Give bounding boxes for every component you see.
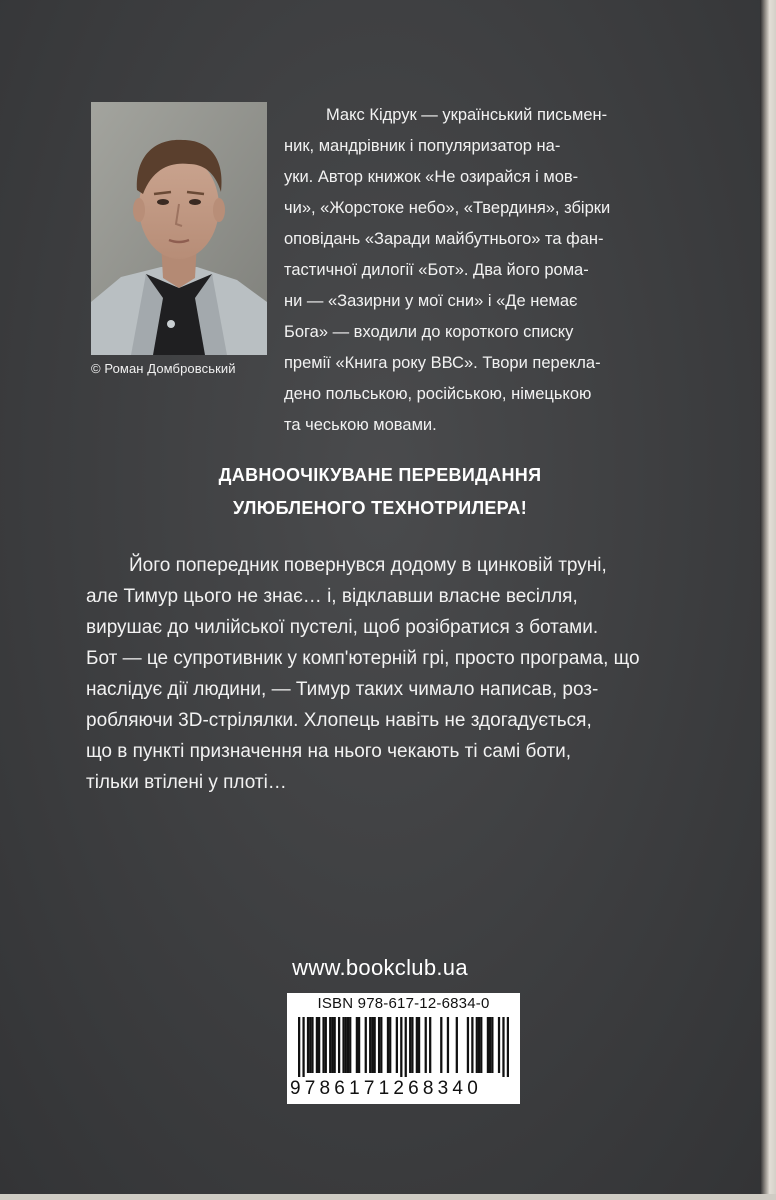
barcode-bar (365, 1017, 367, 1073)
barcode-bar (307, 1017, 309, 1073)
barcode-bar (409, 1017, 411, 1073)
barcode-bar (345, 1017, 347, 1073)
bio-line: премії «Книга року ВВС». Твори перекла- (284, 354, 601, 372)
barcode-bar (478, 1017, 480, 1073)
isbn-barcode (287, 993, 520, 1104)
barcode-bar (416, 1017, 418, 1073)
barcode-bar (374, 1017, 376, 1073)
blurb-line: наслідує дії людини, — Тимур таких чимало написав, роз- (86, 679, 599, 700)
blurb-line: робляючи 3D-стрілялки. Хлопець навіть не здогадується, (86, 710, 592, 731)
barcode-bar (329, 1017, 331, 1073)
barcode-bar (387, 1017, 389, 1073)
blurb-line: Його попередник повернувся додому в цинковій труні, (129, 555, 607, 576)
barcode-bar (502, 1017, 504, 1077)
barcode-bar (316, 1017, 318, 1073)
barcode-digits: 9786171268340 (290, 1078, 482, 1099)
barcode-bar (425, 1017, 427, 1073)
barcode-bar (480, 1017, 482, 1073)
barcode-bar (378, 1017, 380, 1073)
barcode-bar (400, 1017, 402, 1077)
barcode-bar (334, 1017, 336, 1073)
barcode-bar (389, 1017, 391, 1073)
bio-line: оповідань «Заради майбутнього» та фан- (284, 230, 604, 248)
barcode-bar (369, 1017, 371, 1073)
barcode-bar (411, 1017, 413, 1073)
bio-line: тастичної дилогії «Бот». Два його рома- (284, 261, 589, 279)
bio-line: дено польською, російською, німецькою (284, 385, 592, 403)
blurb-line: вирушає до чилійської пустелі, щоб розібратися з ботами. (86, 617, 599, 638)
website-url: www.bookclub.ua (292, 955, 468, 980)
barcode-bar (302, 1017, 304, 1077)
barcode-bar (380, 1017, 382, 1073)
barcode-bar (396, 1017, 398, 1073)
barcode-bar (491, 1017, 493, 1073)
barcode-bar (322, 1017, 324, 1073)
barcode-bar (418, 1017, 420, 1073)
barcode-bar (347, 1017, 349, 1073)
isbn-label: ISBN 978-617-12-6834-0 (317, 995, 490, 1012)
barcode-bar (318, 1017, 320, 1073)
barcode-bar (507, 1017, 509, 1077)
blurb-line: що в пункті призначення на нього чекають ті самі боти, (86, 741, 572, 762)
bio-line: Макс Кідрук — український письмен- (326, 106, 608, 124)
barcode-bar (487, 1017, 489, 1073)
bio-line: ни — «Зазирни у мої сни» і «Де немає (284, 292, 578, 310)
headline-line-1: ДАВНООЧІКУВАНЕ ПЕРЕВИДАННЯ (218, 465, 542, 485)
bio-line: Бога» — входили до короткого списку (284, 323, 574, 341)
author-photo (91, 102, 267, 355)
barcode-bar (331, 1017, 333, 1073)
barcode-bar (325, 1017, 327, 1073)
book-bottom-edge (0, 1194, 776, 1200)
barcode-bar (298, 1017, 300, 1077)
blurb-line: тільки втілені у плоті… (86, 772, 287, 793)
barcode-bar (358, 1017, 360, 1073)
bio-line: ник, мандрівник і популяризатор на- (284, 137, 561, 155)
barcode-bar (349, 1017, 351, 1073)
bio-line: чи», «Жорстоке небо», «Твердиня», збірки (284, 199, 611, 217)
barcode-bar (338, 1017, 340, 1073)
barcode-bar (371, 1017, 373, 1073)
headline-line-2: УЛЮБЛЕНОГО ТЕХНОТРИЛЕРА! (233, 498, 527, 518)
bio-line: уки. Автор книжок «Не озирайся і мов- (284, 168, 579, 186)
barcode-bar (429, 1017, 431, 1073)
photo-credit: © Роман Домбровський (91, 361, 236, 376)
barcode-bar (456, 1017, 458, 1073)
barcode-bar (447, 1017, 449, 1073)
barcode-bar (471, 1017, 473, 1073)
barcode-bar (467, 1017, 469, 1073)
barcode-bar (498, 1017, 500, 1073)
book-blurb (86, 550, 689, 798)
barcode-bar (476, 1017, 478, 1073)
barcode-bar (311, 1017, 313, 1073)
blurb-line: але Тимур цього не знає… і, відклавши власне весілля, (86, 586, 578, 607)
barcode-bar (342, 1017, 344, 1073)
barcode-bar (309, 1017, 311, 1073)
blurb-line: Бот — це супротивник у комп'ютерній грі, просто програма, що (86, 648, 640, 669)
barcode-bar (356, 1017, 358, 1073)
book-spine-edge (760, 0, 776, 1200)
barcode-bar (405, 1017, 407, 1077)
headline (0, 459, 760, 525)
barcode-bars (298, 1017, 509, 1077)
barcode-bar (440, 1017, 442, 1073)
author-bio (284, 100, 694, 441)
barcode-bar (489, 1017, 491, 1073)
bio-line: та чеською мовами. (284, 416, 437, 434)
